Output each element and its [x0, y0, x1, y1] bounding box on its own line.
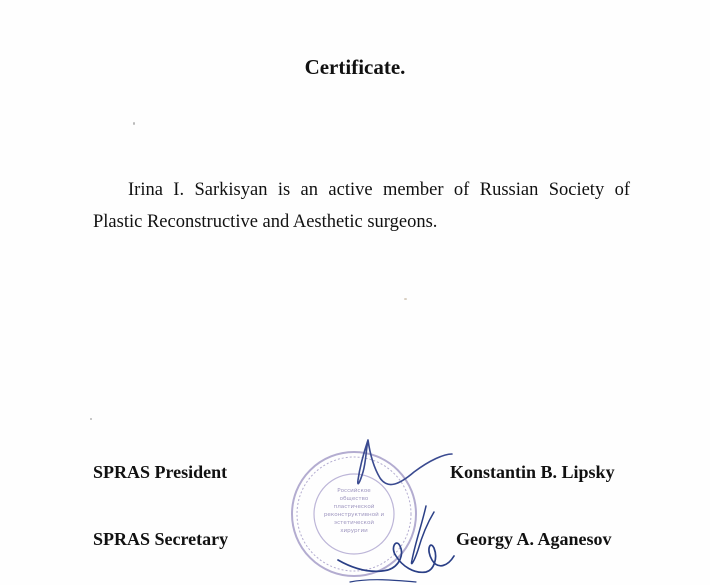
stamp-text-line: хирургии — [340, 528, 368, 534]
stamp-text-line: эстетической — [334, 520, 374, 526]
handwritten-signatures — [330, 432, 490, 585]
president-name: Konstantin B. Lipsky — [450, 462, 615, 482]
stamp-text-line: пластической — [333, 504, 375, 510]
secretary-name: Georgy A. Aganesov — [456, 529, 612, 549]
scan-speck — [90, 418, 92, 420]
stamp-text-line: общество — [339, 496, 369, 502]
scan-speck — [133, 122, 135, 125]
stamp-text-line: реконструктивной и — [323, 512, 385, 518]
body-line-1: Irina I. Sarkisyan is an active member of Russian Society of — [128, 180, 630, 200]
secretary-role-label: SPRAS Secretary — [93, 529, 229, 549]
scan-speck — [404, 298, 407, 300]
president-role-label: SPRAS President — [93, 462, 228, 482]
document-title: Certificate. — [304, 55, 406, 79]
certificate-body — [93, 174, 630, 238]
body-line-2: Plastic Reconstructive and Aesthetic surgeons. — [93, 212, 438, 232]
stamp-text-line: Российское — [337, 488, 371, 494]
